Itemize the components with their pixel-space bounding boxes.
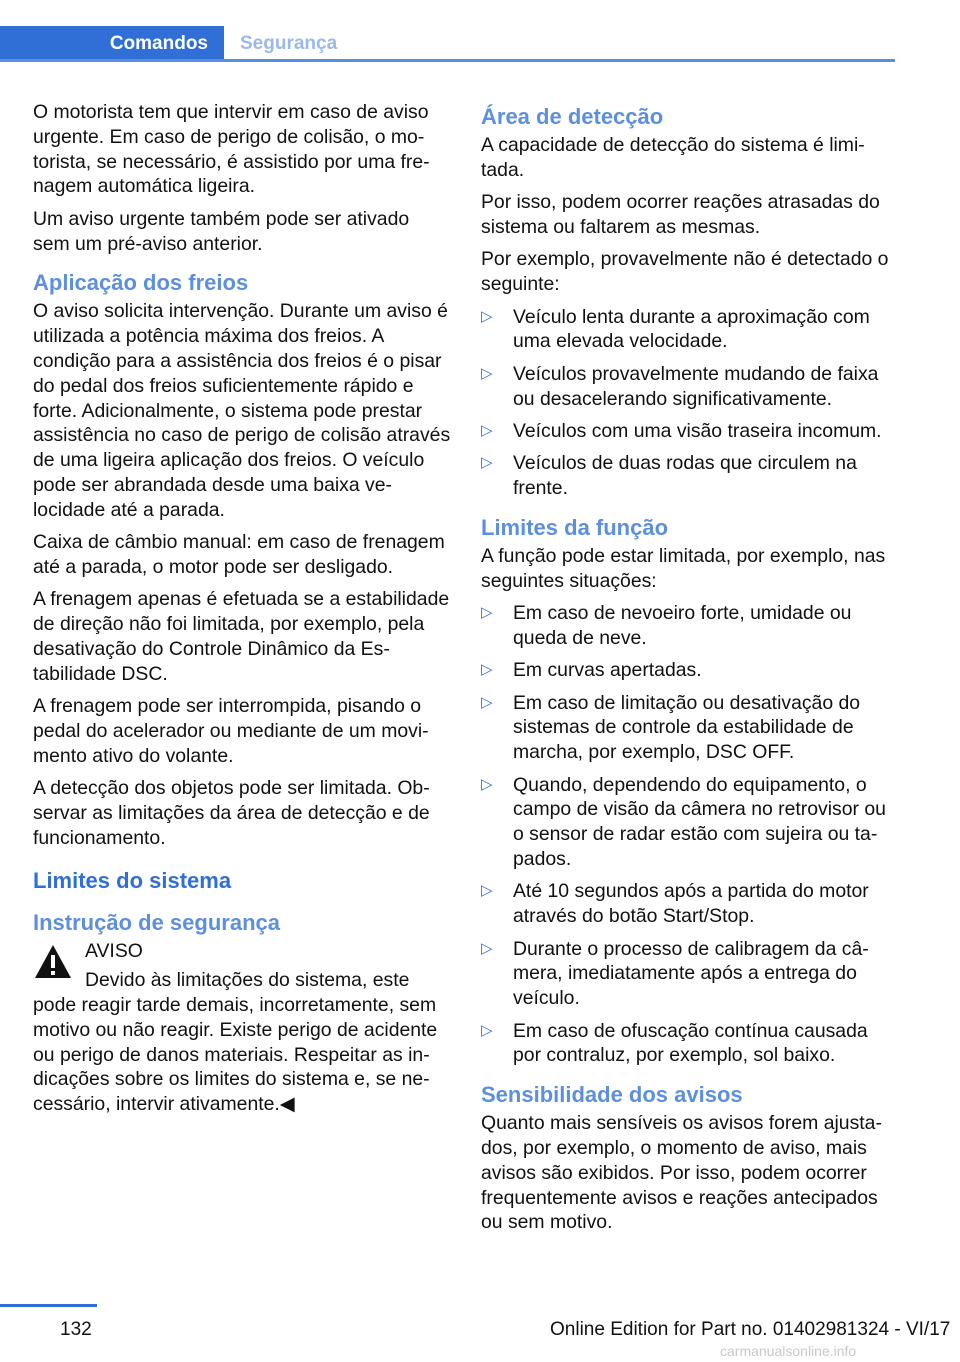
heading-sensibilidade-avisos: Sensibilidade dos avisos <box>481 1082 743 1108</box>
list-item <box>481 362 895 412</box>
list-nao-detectado <box>481 305 895 501</box>
list-item-text: Em curvas apertadas. <box>513 659 702 682</box>
paragraph: O motorista tem que intervir em caso de aviso urgente. Em caso de perigo de colisão, o motorista, se necessário, é assistido por uma frenagem automática ligeira. <box>33 101 430 198</box>
triangle-right-outline-icon: ▷ <box>481 364 493 382</box>
list-item-text: Em caso de limitação ou desativação do sistemas de controle da estabilidade de marcha, por exemplo, DSC OFF. <box>513 691 861 764</box>
heading-limites-funcao: Limites da função <box>481 514 669 540</box>
list-item-text: Veículos provavelmente mudando de faixa ou desacelerando significativamente. <box>513 362 879 410</box>
page-number: 132 <box>60 1319 92 1340</box>
list-item <box>481 305 895 355</box>
paragraph: Quanto mais sensíveis os avisos forem ajustados, por exemplo, o momento de aviso, mais avisos são exibidos. Por isso, podem ocorrer frequentemente avisos e reações antecipados ou sem motivo. <box>481 1112 882 1234</box>
edition-label: Online Edition for Part no. 01402981324 - VI/17 <box>550 1319 951 1340</box>
paragraph: A função pode estar limitada, por exemplo, nas seguintes situações: <box>481 544 886 592</box>
heading-instrucao-seguranca: Instrução de segurança <box>33 910 280 936</box>
list-item <box>481 451 895 501</box>
list-item-text: Em caso de nevoeiro forte, umidade ou queda de neve. <box>513 602 852 649</box>
list-item <box>481 879 895 929</box>
list-item <box>481 1019 895 1069</box>
paragraph: A detecção dos objetos pode ser limitada. Observar as limitações da área de detecção e de funcionamento. <box>33 777 430 849</box>
list-item <box>481 658 895 683</box>
triangle-right-outline-icon: ▷ <box>481 693 493 711</box>
list-item-text: Até 10 segundos após a partida do motor através do botão Start/Stop. <box>513 880 869 928</box>
triangle-right-outline-icon: ▷ <box>481 454 493 472</box>
triangle-right-outline-icon: ▷ <box>481 939 493 957</box>
paragraph: O aviso solicita intervenção. Durante um aviso é utilizada a potência máxima dos freios. A condição para a assistência dos freios é o pisar do pedal dos freios suficientemente rápido e forte. Adicionalmente, o sistema pode prestar assistência no caso de perigo de colisão através de uma ligeira aplicação dos freios. O veículo pode ser abrandada desde uma baixa velocidade até a parada. <box>33 300 451 521</box>
tab-comandos[interactable] <box>0 26 224 61</box>
list-item <box>481 419 895 444</box>
list-item <box>481 937 895 1011</box>
triangle-right-outline-icon: ▷ <box>481 661 493 679</box>
list-item-text: Veículos de duas rodas que circulem na frente. <box>513 452 857 500</box>
paragraph: Por isso, podem ocorrer reações atrasadas do sistema ou faltarem as mesmas. <box>481 191 880 238</box>
right-column <box>481 100 895 1243</box>
left-column <box>33 100 451 1125</box>
triangle-right-outline-icon: ▷ <box>481 307 493 325</box>
paragraph: Caixa de câmbio manual: em caso de frenagem até a parada, o motor pode ser desligado. <box>33 531 445 578</box>
heading-limites-sistema: Limites do sistema <box>33 868 232 894</box>
tab-seguranca-label: Segurança <box>240 32 338 54</box>
paragraph: Um aviso urgente também pode ser ativado sem um pré-aviso anterior. <box>33 207 410 255</box>
list-item-text: Em caso de ofuscação contínua causada por contraluz, por exemplo, sol baixo. <box>513 1019 868 1067</box>
watermark: carmanualsonline.info <box>720 1343 857 1359</box>
triangle-right-outline-icon: ▷ <box>481 421 493 439</box>
footer-divider <box>0 1304 97 1307</box>
list-item-text: Durante o processo de calibragem da câmera, imediatamente após a entrega do veículo. <box>513 937 869 1010</box>
heading-aplicacao-freios: Aplicação dos freios <box>33 270 249 296</box>
list-situacoes <box>481 601 895 1068</box>
list-item <box>481 601 895 651</box>
paragraph: A frenagem apenas é efetuada se a estabilidade de direção não foi limitada, por exemplo, pela desativação do Controle Dinâmico da Estabilidade DSC. <box>33 588 450 685</box>
list-item <box>481 691 895 765</box>
triangle-right-outline-icon: ▷ <box>481 775 493 793</box>
paragraph: A frenagem pode ser interrompida, pisando o pedal do acelerador ou mediante de um movimento ativo do volante. <box>33 695 429 767</box>
tab-seguranca[interactable] <box>240 26 337 61</box>
header-divider <box>0 59 895 62</box>
warning-title: AVISO <box>85 940 143 963</box>
list-item-text: Quando, dependendo do equipamento, o campo de visão da câmera no retrovisor ou o sensor de radar estão com sujeira ou tapados. <box>513 773 886 871</box>
list-item-text: Veículos com uma visão traseira incomum. <box>513 419 882 442</box>
tab-comandos-label: Comandos <box>109 32 208 54</box>
triangle-right-outline-icon: ▷ <box>481 882 493 900</box>
list-item-text: Veículo lenta durante a aproximação com uma elevada velocidade. <box>513 305 870 353</box>
list-item <box>481 773 895 872</box>
heading-area-deteccao: Área de detecção <box>481 104 664 129</box>
triangle-right-outline-icon: ▷ <box>481 1021 493 1039</box>
warning-block <box>33 939 451 1117</box>
warning-text: Devido às limitações do sistema, este pode reagir tarde demais, incorretamente, sem motivo ou não reagir. Existe perigo de acidente ou perigo de danos materiais. Respeitar as indicações sobre os limites do sistema e, se necessário, intervir ativamente.◀ <box>33 969 438 1116</box>
warning-triangle-icon <box>33 943 73 981</box>
triangle-right-outline-icon: ▷ <box>481 604 493 622</box>
paragraph: A capacidade de detecção do sistema é limitada. <box>481 134 865 181</box>
paragraph: Por exemplo, provavelmente não é detectado o seguinte: <box>481 248 889 296</box>
